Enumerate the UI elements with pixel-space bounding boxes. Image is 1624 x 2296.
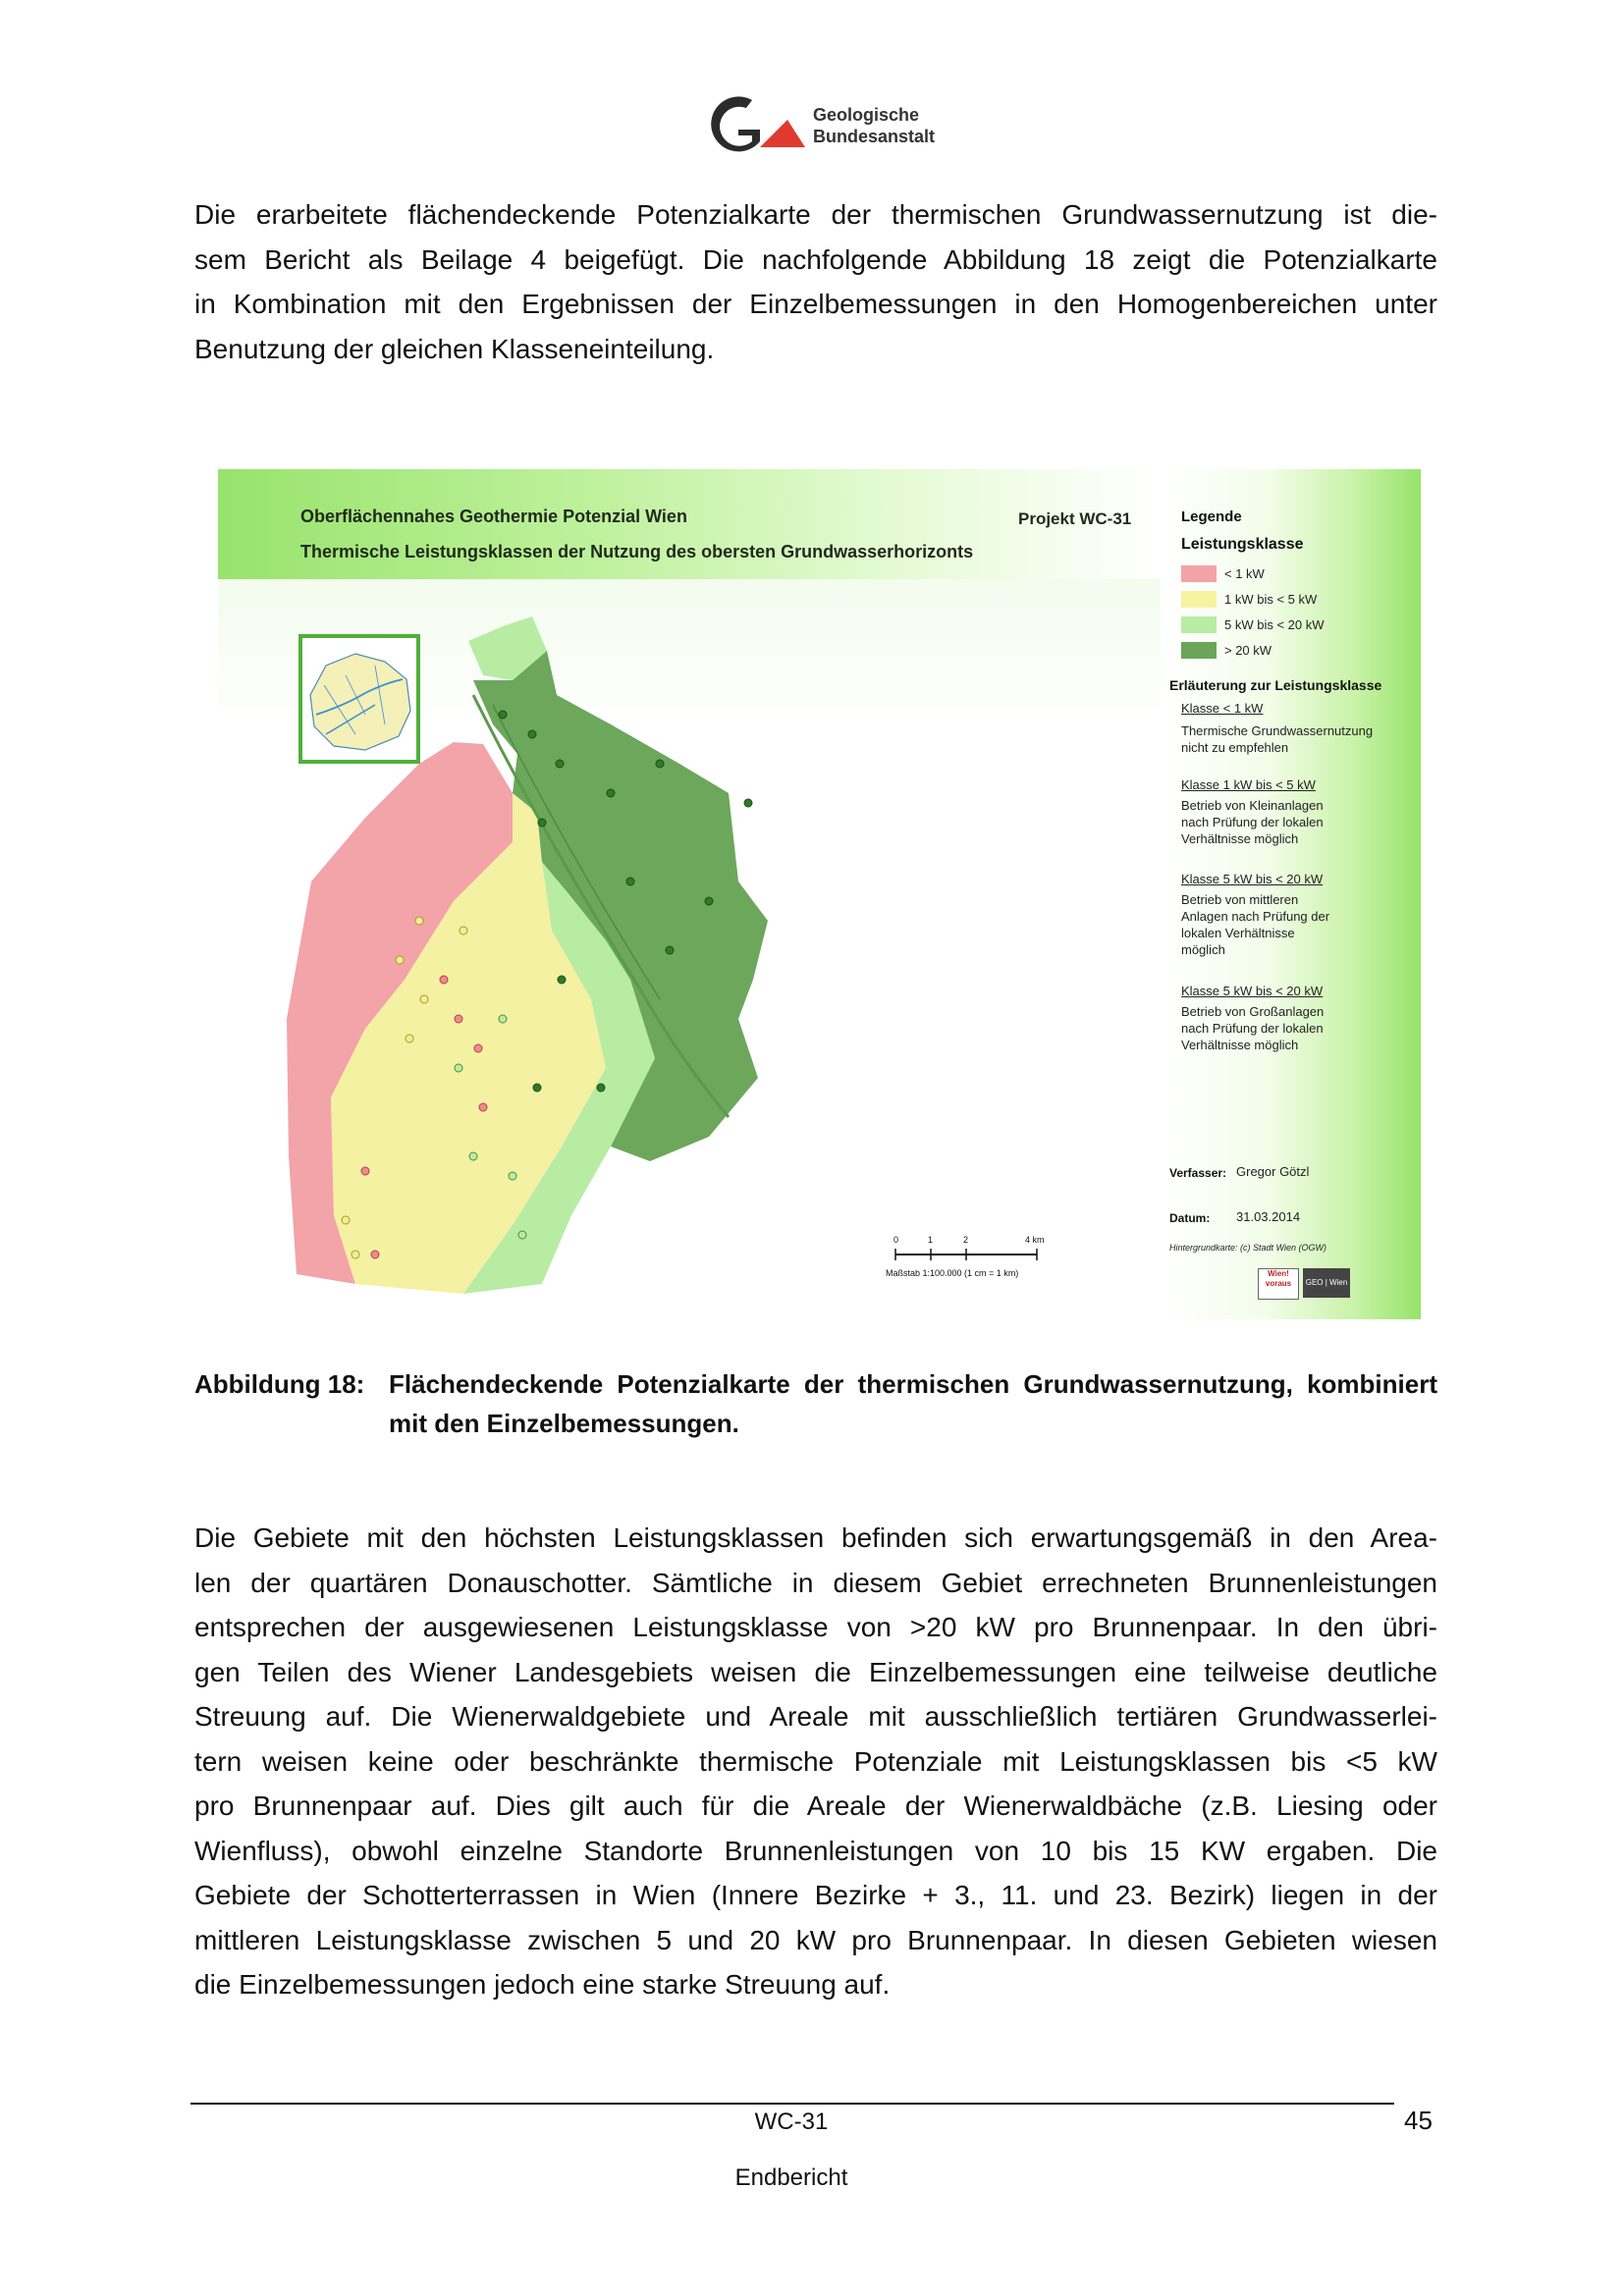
legend-heading: Legende xyxy=(1181,508,1242,525)
text-line: Die Gebiete mit den höchsten Leistungsklassen befinden sich erwartungsgemäß in den Area- xyxy=(194,1522,1437,1553)
legend-explanation-heading: Erläuterung zur Leistungsklasse xyxy=(1169,677,1382,693)
explanation-text: Thermische Grundwassernutzung nicht zu empfehlen xyxy=(1181,723,1374,755)
gba-logo xyxy=(703,92,958,161)
text-line: die Einzelbemessungen jedoch eine starke Streuung auf. xyxy=(194,1969,891,2000)
legend-swatch-1-5kw xyxy=(1181,591,1217,608)
page-number: 45 xyxy=(1404,2106,1433,2135)
text-line: gen Teilen des Wiener Landesgebiets weisen die Einzelbemessungen eine teilweise deutliche xyxy=(194,1656,1437,1687)
footer-project: WC-31 xyxy=(754,2109,829,2135)
map-title: Oberflächennahes Geothermie Potenzial Wien xyxy=(300,507,687,526)
author-label: Verfasser: xyxy=(1169,1166,1227,1180)
wien-voraus-logo: Wien! voraus xyxy=(1258,1268,1299,1300)
map-credit: Hintergrundkarte: (c) Stadt Wien (OGW) xyxy=(1169,1243,1326,1253)
explanation-title: Klasse 5 kW bis < 20 kW xyxy=(1181,872,1324,886)
scale-bar xyxy=(886,1235,1045,1278)
caption-text: Flächendeckende Potenzialkarte der thermischen Grundwassernutzung, kombiniert mit den Einzelbemessungen. xyxy=(389,1369,1437,1438)
text-line: tern weisen keine oder beschränkte thermische Potenziale mit Leistungsklassen bis <5 kW xyxy=(194,1745,1437,1777)
text-line: entsprechen der ausgewiesenen Leistungsklasse von >20 kW pro Brunnenpaar. In den übri- xyxy=(194,1612,1437,1642)
map-legend xyxy=(1164,469,1421,1319)
explanation-title: Klasse 5 kW bis < 20 kW xyxy=(1181,984,1324,998)
text-line: Benutzung der gleichen Klasseneinteilung. xyxy=(194,333,715,364)
explanation-text: Betrieb von Kleinanlagen nach Prüfung der lokalen Verhältnisse möglich xyxy=(1181,798,1324,846)
footer-report: Endbericht xyxy=(734,2164,848,2191)
explanation-title: Klasse < 1 kW xyxy=(1181,701,1264,716)
scale-tick: 0 xyxy=(893,1235,899,1245)
legend-class-label: 5 kW bis < 20 kW xyxy=(1224,617,1325,632)
overview-inset xyxy=(300,636,418,762)
legend-swatch-5-20kw xyxy=(1181,616,1217,633)
caption-label: Abbildung 18: xyxy=(194,1369,365,1399)
text-line: in Kombination mit den Ergebnissen der Einzelbemessungen in den Homogenbereichen unter xyxy=(194,289,1437,319)
explanation-title: Klasse 1 kW bis < 5 kW xyxy=(1181,777,1316,792)
logo-line2: Bundesanstalt xyxy=(813,127,936,146)
explanation-text: Betrieb von mittleren Anlagen nach Prüfung der lokalen Verhältnisse möglich xyxy=(1181,892,1330,957)
map-project-label: Projekt WC-31 xyxy=(1018,509,1132,528)
footer-divider xyxy=(190,2103,1394,2105)
legend-class-label: > 20 kW xyxy=(1224,643,1272,658)
gba-logo-text xyxy=(813,104,935,147)
text-line: sem Bericht als Beilage 4 beigefügt. Die nachfolgende Abbildung 18 zeigt die Potenzialkarte xyxy=(194,243,1437,275)
map-subtitle: Thermische Leistungsklassen der Nutzung des obersten Grundwasserhorizonts xyxy=(300,542,974,561)
text-line: Streuung auf. Die Wienerwaldgebiete und Areale mit ausschließlich tertiären Grundwasserlei- xyxy=(194,1701,1437,1732)
date-label: Datum: xyxy=(1169,1211,1211,1225)
intro-paragraph xyxy=(194,192,1437,371)
text-line: Gebiete der Schotterterrassen in Wien (Innere Bezirke + 3., 11. und 23. Bezirk) liegen in der xyxy=(194,1880,1437,1910)
discussion-paragraph xyxy=(194,1516,1437,2007)
legend-swatch-over-20kw xyxy=(1181,642,1217,659)
potential-map-figure xyxy=(218,469,1421,1319)
scale-tick: 4 km xyxy=(1025,1235,1045,1245)
geo-wien-logo: GEO | Wien xyxy=(1303,1268,1350,1298)
author-name: Gregor Götzl xyxy=(1236,1164,1310,1179)
legend-class-label: < 1 kW xyxy=(1224,566,1265,581)
text-line: len der quartären Donauschotter. Sämtliche in diesem Gebiet errechneten Brunnenleistungen xyxy=(194,1567,1437,1598)
text-line: Wienfluss), obwohl einzelne Standorte Brunnenleistungen von 10 bis 15 KW ergaben. Die xyxy=(194,1835,1437,1866)
map-date: 31.03.2014 xyxy=(1236,1209,1301,1224)
legend-class-label: 1 kW bis < 5 kW xyxy=(1224,592,1318,607)
text-line: pro Brunnenpaar auf. Dies gilt auch für die Areale der Wienerwaldbäche (z.B. Liesing oder xyxy=(194,1790,1437,1821)
scale-label: Maßstab 1:100.000 (1 cm = 1 km) xyxy=(886,1268,1019,1278)
logo-line1: Geologische xyxy=(813,105,920,125)
gba-logo-mark xyxy=(703,92,811,161)
scale-tick: 2 xyxy=(963,1235,969,1245)
explanation-text: Betrieb von Großanlagen nach Prüfung der lokalen Verhältnisse möglich xyxy=(1181,1004,1325,1052)
legend-class-heading: Leistungsklasse xyxy=(1181,536,1304,553)
vienna-map xyxy=(218,469,1161,1319)
scale-tick: 1 xyxy=(928,1235,934,1245)
text-line: mittleren Leistungsklasse zwischen 5 und 20 kW pro Brunnenpaar. In diesen Gebieten wiesen xyxy=(194,1924,1437,1955)
text-line: Die erarbeitete flächendeckende Potenzialkarte der thermischen Grundwassernutzung ist die- xyxy=(194,199,1437,230)
legend-swatch-under-1kw xyxy=(1181,565,1217,582)
